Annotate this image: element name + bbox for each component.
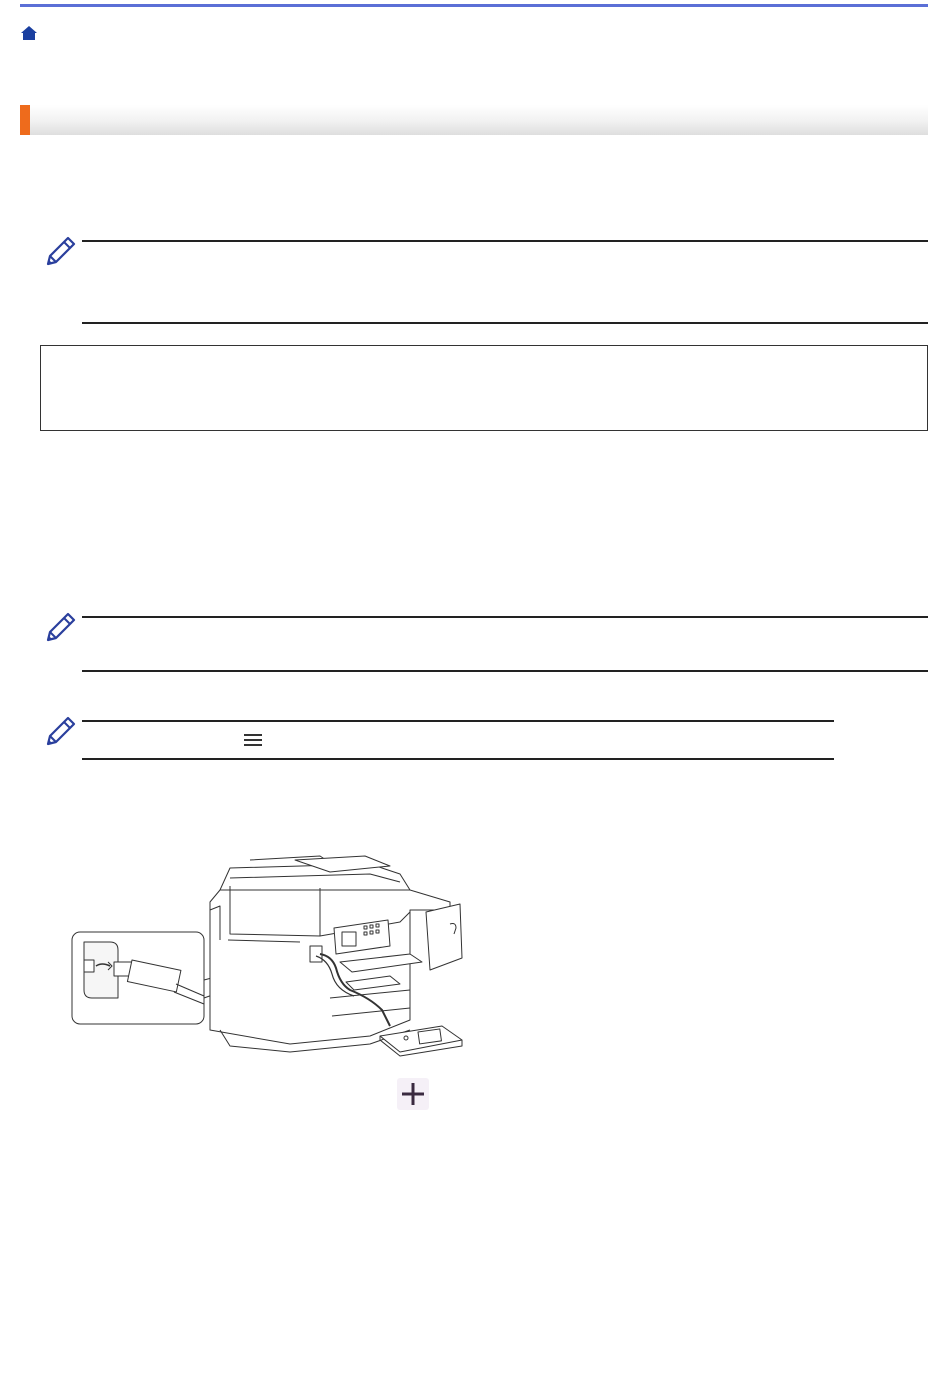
note-bottom-rule bbox=[82, 670, 928, 672]
section-title-bar bbox=[20, 105, 928, 135]
printer-usb-illustration bbox=[70, 850, 470, 1058]
note-top-rule bbox=[82, 720, 834, 722]
top-rule bbox=[20, 4, 928, 7]
plus-icon[interactable] bbox=[397, 1078, 429, 1110]
home-icon[interactable] bbox=[21, 26, 37, 40]
pencil-note-icon bbox=[44, 714, 78, 748]
pencil-note-icon bbox=[44, 234, 78, 268]
hamburger-menu-icon bbox=[243, 733, 263, 747]
note-bottom-rule bbox=[82, 322, 928, 324]
note-bottom-rule bbox=[82, 758, 834, 760]
section-accent bbox=[20, 105, 30, 135]
note-top-rule bbox=[82, 240, 928, 242]
info-box bbox=[40, 345, 928, 431]
pencil-note-icon bbox=[44, 610, 78, 644]
note-top-rule bbox=[82, 616, 928, 618]
